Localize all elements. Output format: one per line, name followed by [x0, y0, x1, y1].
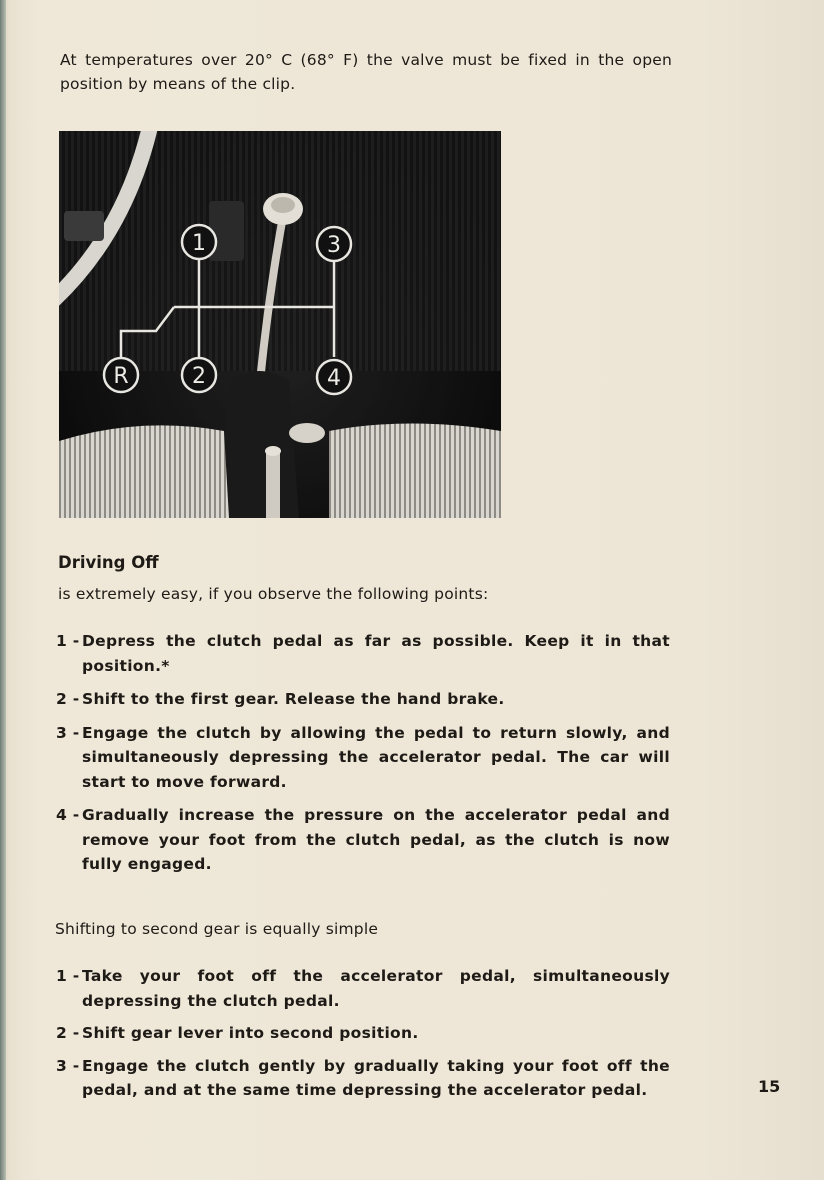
- step-text: Gradually increase the pressure on the accelerator pedal and remove your foot from the clutch pedal, as the clutch is now fully engaged.: [82, 806, 670, 873]
- step-text: Shift gear lever into second position.: [82, 1024, 419, 1042]
- gear-label-1: 1: [192, 231, 206, 256]
- step-text: Take your foot off the accelerator pedal, simultaneously depressing the clutch pedal.: [82, 967, 670, 1010]
- list-item: [56, 721, 670, 795]
- step-text: Shift to the first gear. Release the hand brake.: [82, 690, 505, 708]
- gear-label-2: 2: [192, 364, 206, 389]
- step-number: 2 -: [56, 690, 80, 708]
- list-item: [56, 629, 670, 678]
- page-binding-edge: [0, 0, 6, 1180]
- page-number: 15: [758, 1077, 781, 1096]
- step-number: 2 -: [56, 1024, 80, 1042]
- step-number: 1 -: [56, 632, 80, 650]
- step-number: 1 -: [56, 967, 80, 985]
- step-number: 3 -: [56, 723, 80, 742]
- step-text: Engage the clutch gently by gradually taking your foot off the pedal, and at the same time depressing the accelerator pedal.: [82, 1056, 670, 1099]
- intro-paragraph: At temperatures over 20° C (68° F) the valve must be fixed in the open position by means of the clip.: [60, 51, 672, 93]
- step-number: 4 -: [56, 806, 80, 824]
- gear-shift-photo: [59, 131, 501, 518]
- section-subline: is extremely easy, if you observe the following points:: [58, 585, 489, 603]
- step-text: Depress the clutch pedal as far as possible. Keep it in that position.*: [82, 632, 670, 675]
- list-item: [56, 1021, 670, 1046]
- section-heading: Driving Off: [58, 553, 159, 572]
- gear-label-reverse: R: [113, 364, 129, 389]
- driving-off-steps: [56, 629, 670, 886]
- gear-label-3: 3: [327, 233, 341, 258]
- second-gear-steps: [56, 964, 670, 1111]
- list-item: [56, 1054, 670, 1103]
- list-item: [56, 803, 670, 877]
- step-number: 3 -: [56, 1056, 80, 1075]
- step-text: Engage the clutch by allowing the pedal to return slowly, and simultaneously depressing the accelerator pedal. The car will start to move forward.: [82, 723, 670, 791]
- second-gear-intro: Shifting to second gear is equally simple: [55, 920, 379, 938]
- gear-label-4: 4: [327, 366, 341, 391]
- list-item: [56, 687, 670, 712]
- list-item: [56, 964, 670, 1013]
